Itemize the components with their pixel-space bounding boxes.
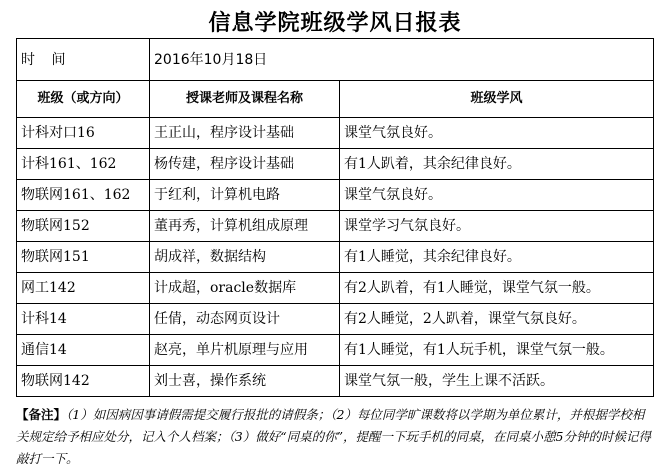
teacher-course-cell: 赵亮，单片机原理与应用	[150, 335, 340, 366]
teacher-course-cell: 任倩，动态网页设计	[150, 304, 340, 335]
class-style-cell: 课堂气氛良好。	[340, 180, 654, 211]
class-cell: 通信14	[17, 335, 150, 366]
table-row	[17, 211, 654, 242]
table-row	[17, 118, 654, 149]
class-style-cell: 课堂学习气氛良好。	[340, 211, 654, 242]
remarks-label: 【备注】	[16, 407, 67, 422]
class-cell: 计科对口16	[17, 118, 150, 149]
time-row	[17, 39, 654, 81]
teacher-course-cell: 计成超，oracle数据库	[150, 273, 340, 304]
class-style-cell: 课堂气氛良好。	[340, 118, 654, 149]
teacher-course-cell: 董再秀，计算机组成原理	[150, 211, 340, 242]
class-cell: 计科14	[17, 304, 150, 335]
remarks-note	[16, 404, 656, 470]
class-cell: 物联网152	[17, 211, 150, 242]
class-style-cell: 有1人趴着，其余纪律良好。	[340, 149, 654, 180]
table-row	[17, 366, 654, 397]
class-style-cell: 有1人睡觉，其余纪律良好。	[340, 242, 654, 273]
table-row	[17, 149, 654, 180]
class-cell: 计科161、162	[17, 149, 150, 180]
time-value: 2016年10月18日	[150, 39, 654, 81]
teacher-course-cell: 杨传建，程序设计基础	[150, 149, 340, 180]
table-row	[17, 242, 654, 273]
class-cell: 网工142	[17, 273, 150, 304]
header-class-style: 班级学风	[340, 81, 654, 118]
header-class: 班级（或方向）	[17, 81, 150, 118]
teacher-course-cell: 王正山，程序设计基础	[150, 118, 340, 149]
class-style-cell: 有1人睡觉，有1人玩手机，课堂气氛一般。	[340, 335, 654, 366]
time-label: 时 间	[17, 39, 150, 81]
remarks-text: （1）如因病因事请假需提交履行报批的请假条；（2）每位同学旷课数将以学期为单位累计，并根据学校相关规定给予相应处分，记入个人档案；（3）做好“同桌的你”，提醒一下玩手机的同桌，在同桌小憩5分钟的时候记得敲打一下。	[16, 407, 651, 466]
teacher-course-cell: 胡成祥，数据结构	[150, 242, 340, 273]
report-title: 信息学院班级学风日报表	[208, 11, 462, 36]
table-row	[17, 273, 654, 304]
report-table	[16, 38, 654, 397]
class-style-cell: 有2人趴着，有1人睡觉，课堂气氛一般。	[340, 273, 654, 304]
header-row	[17, 81, 654, 118]
class-style-cell: 有2人睡觉，2人趴着，课堂气氛良好。	[340, 304, 654, 335]
teacher-course-cell: 刘士喜，操作系统	[150, 366, 340, 397]
class-style-cell: 课堂气氛一般，学生上课不活跃。	[340, 366, 654, 397]
class-cell: 物联网142	[17, 366, 150, 397]
class-cell: 物联网151	[17, 242, 150, 273]
teacher-course-cell: 于红利，计算机电路	[150, 180, 340, 211]
class-cell: 物联网161、162	[17, 180, 150, 211]
table-row	[17, 335, 654, 366]
table-row	[17, 304, 654, 335]
table-row	[17, 180, 654, 211]
header-teacher-course: 授课老师及课程名称	[150, 81, 340, 118]
